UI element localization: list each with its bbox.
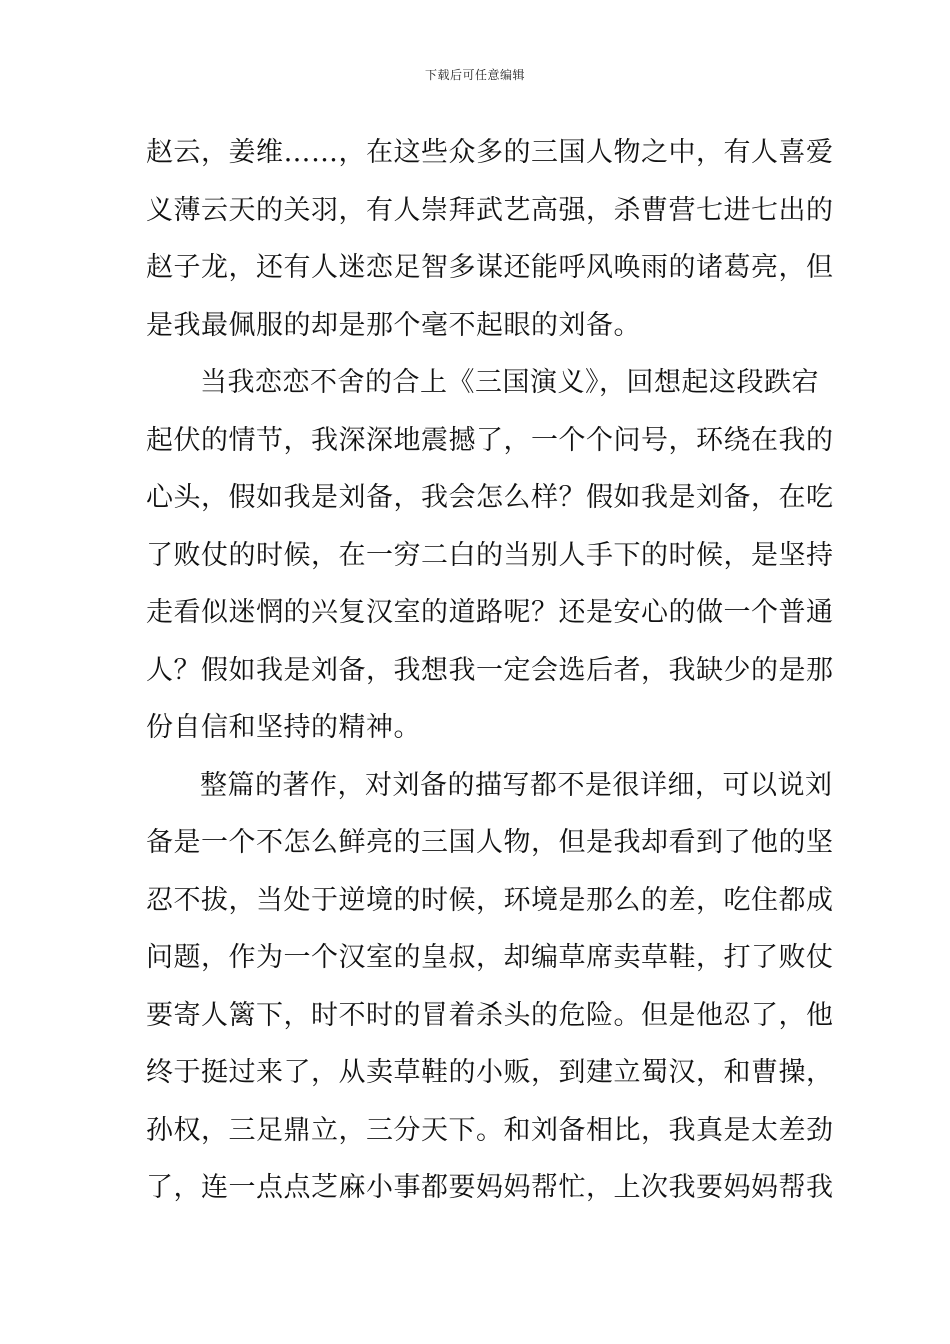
document-body [146,124,834,1217]
text-line: 了败仗的时候，在一穷二白的当别人手下的时候，是坚持 [146,539,834,571]
text-line: 终于挺过来了，从卖草鞋的小贩，到建立蜀汉，和曹操， [146,1057,834,1088]
text-line: 赵子龙，还有人迷恋足智多谋还能呼风唤雨的诸葛亮，但 [146,252,834,283]
text-line: 了，连一点点芝麻小事都要妈妈帮忙，上次我要妈妈帮我 [146,1172,834,1203]
text-line: 起伏的情节，我深深地震撼了，一个个问号，环绕在我的 [146,424,834,456]
page-header: 下载后可任意编辑 [424,68,525,82]
text-line: 是我最佩服的却是那个毫不起眼的刘备。 [146,309,641,341]
text-line: 赵云，姜维……，在这些众多的三国人物之中，有人喜爱 [146,137,834,168]
text-line: 孙权，三足鼎立，三分天下。和刘备相比，我真是太差劲 [146,1114,834,1146]
text-line: 要寄人篱下，时不时的冒着杀头的危险。但是他忍了，他 [146,999,834,1031]
text-line: 心头，假如我是刘备，我会怎么样？假如我是刘备，在吃 [146,482,834,513]
text-line: 问题，作为一个汉室的皇叔，却编草席卖草鞋，打了败仗 [146,942,834,973]
text-line: 走看似迷惘的兴复汉室的道路呢？还是安心的做一个普通 [146,597,834,628]
text-line: 当我恋恋不舍的合上《三国演义》，回想起这段跌宕 [200,367,819,398]
text-line: 忍不拔，当处于逆境的时候，环境是那么的差，吃住都成 [146,884,834,916]
text-line: 人？假如我是刘备，我想我一定会选后者，我缺少的是那 [146,654,834,686]
text-line: 份自信和坚持的精神。 [146,712,421,743]
text-line: 整篇的著作，对刘备的描写都不是很详细，可以说刘 [200,769,833,801]
text-line: 备是一个不怎么鲜亮的三国人物，但是我却看到了他的坚 [146,827,834,858]
text-line: 义薄云天的关羽，有人崇拜武艺高强，杀曹营七进七出的 [146,194,834,226]
